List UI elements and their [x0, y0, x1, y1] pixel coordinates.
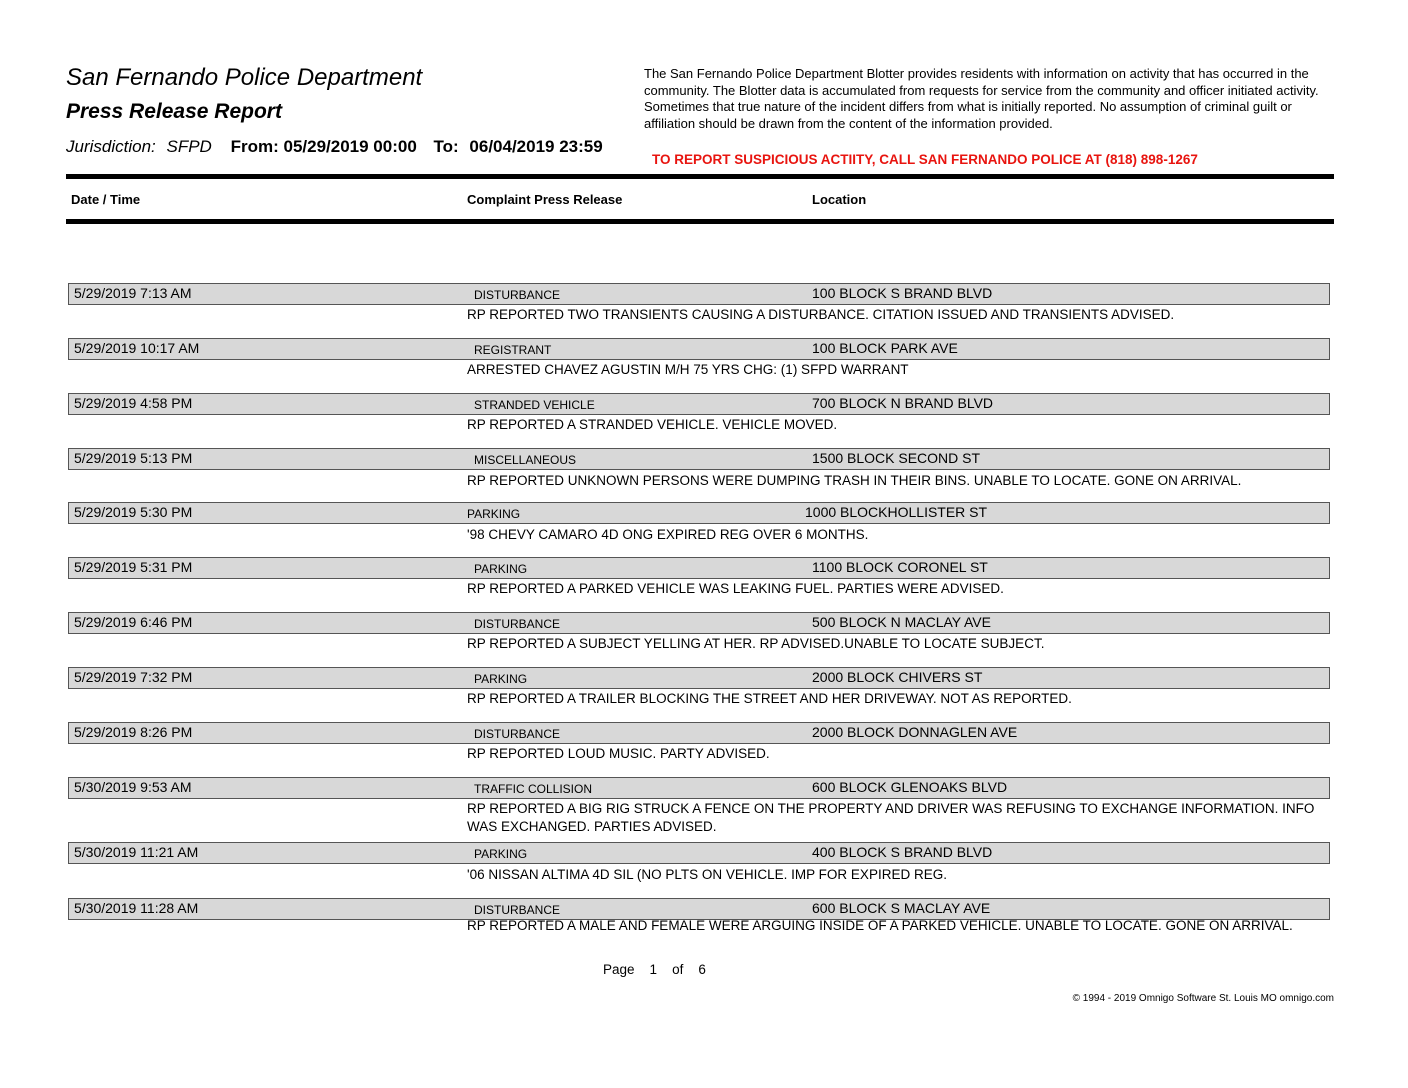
record-location: 400 BLOCK S BRAND BLVD [812, 844, 993, 860]
record-datetime: 5/29/2019 5:30 PM [74, 504, 193, 520]
record-datetime: 5/29/2019 5:31 PM [74, 559, 193, 575]
report-subtitle: Press Release Report [66, 100, 282, 123]
record-narrative: RP REPORTED UNKNOWN PERSONS WERE DUMPING TRASH IN THEIR BINS. UNABLE TO LOCATE. GONE ON ARRIVAL. [467, 473, 1242, 488]
record-row [68, 283, 1330, 305]
record-datetime: 5/29/2019 5:13 PM [74, 450, 193, 466]
record-type: DISTURBANCE [474, 727, 561, 741]
record-type: DISTURBANCE [474, 903, 561, 917]
record-datetime: 5/29/2019 4:58 PM [74, 395, 193, 411]
from-label: From: [230, 137, 279, 156]
record-location: 100 BLOCK S BRAND BLVD [812, 285, 993, 301]
from-value: 05/29/2019 00:00 [283, 137, 417, 156]
record-datetime: 5/29/2019 10:17 AM [74, 340, 200, 356]
copyright: © 1994 - 2019 Omnigo Software St. Louis MO omnigo.com [1072, 993, 1334, 1004]
record-type: STRANDED VEHICLE [474, 398, 595, 412]
header-top-rule [66, 174, 1334, 179]
record-narrative: '98 CHEVY CAMARO 4D ONG EXPIRED REG OVER 6 MONTHS. [467, 527, 869, 542]
record-row [68, 612, 1330, 634]
page-indicator [603, 962, 706, 977]
blotter-description: The San Fernando Police Department Blotter provides residents with information on activity that has occurred in the community. The Blotter data is accumulated from requests for service from the community and officer initiated activity. Sometimes that true nature of the incident differs from what is initially reported. No assumption of criminal guilt or affiliation should be drawn from the content of the information provided. [644, 66, 1319, 131]
record-row [68, 557, 1330, 579]
record-datetime: 5/30/2019 11:21 AM [74, 844, 199, 860]
jurisdiction-label: Jurisdiction: [66, 137, 156, 156]
record-datetime: 5/29/2019 7:32 PM [74, 669, 193, 685]
record-type: REGISTRANT [474, 343, 552, 357]
page-total: 6 [698, 962, 706, 977]
record-row [68, 777, 1330, 799]
record-location: 1000 BLOCKHOLLISTER ST [805, 504, 988, 520]
header-bottom-rule [66, 219, 1334, 224]
record-row [68, 338, 1330, 360]
record-location: 600 BLOCK GLENOAKS BLVD [812, 779, 1008, 795]
record-location: 1100 BLOCK CORONEL ST [812, 559, 988, 575]
record-narrative: RP REPORTED A PARKED VEHICLE WAS LEAKING FUEL. PARTIES WERE ADVISED. [467, 581, 1004, 596]
column-header-location: Location [812, 192, 867, 207]
record-type: DISTURBANCE [474, 288, 561, 302]
record-type: PARKING [467, 507, 521, 521]
record-row [68, 502, 1330, 524]
record-type: PARKING [474, 562, 528, 576]
page-title: San Fernando Police Department [66, 64, 423, 91]
record-row [68, 448, 1330, 470]
record-narrative: ARRESTED CHAVEZ AGUSTIN M/H 75 YRS CHG: (1) SFPD WARRANT [467, 362, 909, 377]
record-location: 100 BLOCK PARK AVE [812, 340, 958, 356]
column-header-complaint: Complaint Press Release [467, 192, 623, 207]
record-datetime: 5/30/2019 11:28 AM [74, 900, 199, 916]
page-number: 1 [649, 962, 658, 977]
record-datetime: 5/29/2019 7:13 AM [74, 285, 192, 301]
record-type: DISTURBANCE [474, 617, 561, 631]
record-narrative: RP REPORTED A STRANDED VEHICLE. VEHICLE MOVED. [467, 417, 838, 432]
record-type: TRAFFIC COLLISION [474, 782, 593, 796]
page-label: Page [603, 962, 635, 977]
record-type: MISCELLANEOUS [474, 453, 577, 467]
jurisdiction-value: SFPD [166, 137, 212, 156]
record-datetime: 5/29/2019 8:26 PM [74, 724, 193, 740]
record-location: 600 BLOCK S MACLAY AVE [812, 900, 991, 916]
record-row [68, 667, 1330, 689]
record-narrative: RP REPORTED LOUD MUSIC. PARTY ADVISED. [467, 746, 770, 761]
record-narrative: RP REPORTED A SUBJECT YELLING AT HER. RP ADVISED.UNABLE TO LOCATE SUBJECT. [467, 636, 1045, 651]
record-location: 700 BLOCK N BRAND BLVD [812, 395, 994, 411]
of-label: of [672, 962, 684, 977]
record-narrative: RP REPORTED A TRAILER BLOCKING THE STREET AND HER DRIVEWAY. NOT AS REPORTED. [467, 691, 1072, 706]
record-location: 2000 BLOCK CHIVERS ST [812, 669, 983, 685]
record-type: PARKING [474, 847, 528, 861]
record-type: PARKING [474, 672, 528, 686]
record-row [68, 842, 1330, 864]
to-value: 06/04/2019 23:59 [469, 137, 603, 156]
report-warning: TO REPORT SUSPICIOUS ACTIITY, CALL SAN FERNANDO POLICE AT (818) 898-1267 [652, 152, 1198, 167]
record-location: 500 BLOCK N MACLAY AVE [812, 614, 991, 630]
record-narrative: RP REPORTED A BIG RIG STRUCK A FENCE ON THE PROPERTY AND DRIVER WAS REFUSING TO EXCHANGE INFORMATION. INFO WAS EXCHANGED. PARTIES ADVISED. [467, 801, 1315, 834]
record-datetime: 5/29/2019 6:46 PM [74, 614, 193, 630]
column-header-datetime: Date / Time [71, 192, 141, 207]
record-narrative: RP REPORTED TWO TRANSIENTS CAUSING A DISTURBANCE. CITATION ISSUED AND TRANSIENTS ADVISED. [467, 307, 1175, 322]
to-label: To: [433, 137, 459, 156]
record-location: 1500 BLOCK SECOND ST [812, 450, 981, 466]
record-row [68, 393, 1330, 415]
record-location: 2000 BLOCK DONNAGLEN AVE [812, 724, 1018, 740]
record-datetime: 5/30/2019 9:53 AM [74, 779, 192, 795]
record-narrative: '06 NISSAN ALTIMA 4D SIL (NO PLTS ON VEHICLE. IMP FOR EXPIRED REG. [467, 867, 947, 882]
jurisdiction-line [66, 137, 603, 157]
record-row [68, 722, 1330, 744]
record-narrative: RP REPORTED A MALE AND FEMALE WERE ARGUING INSIDE OF A PARKED VEHICLE. UNABLE TO LOCATE. GONE ON ARRIVAL. [467, 918, 1293, 933]
